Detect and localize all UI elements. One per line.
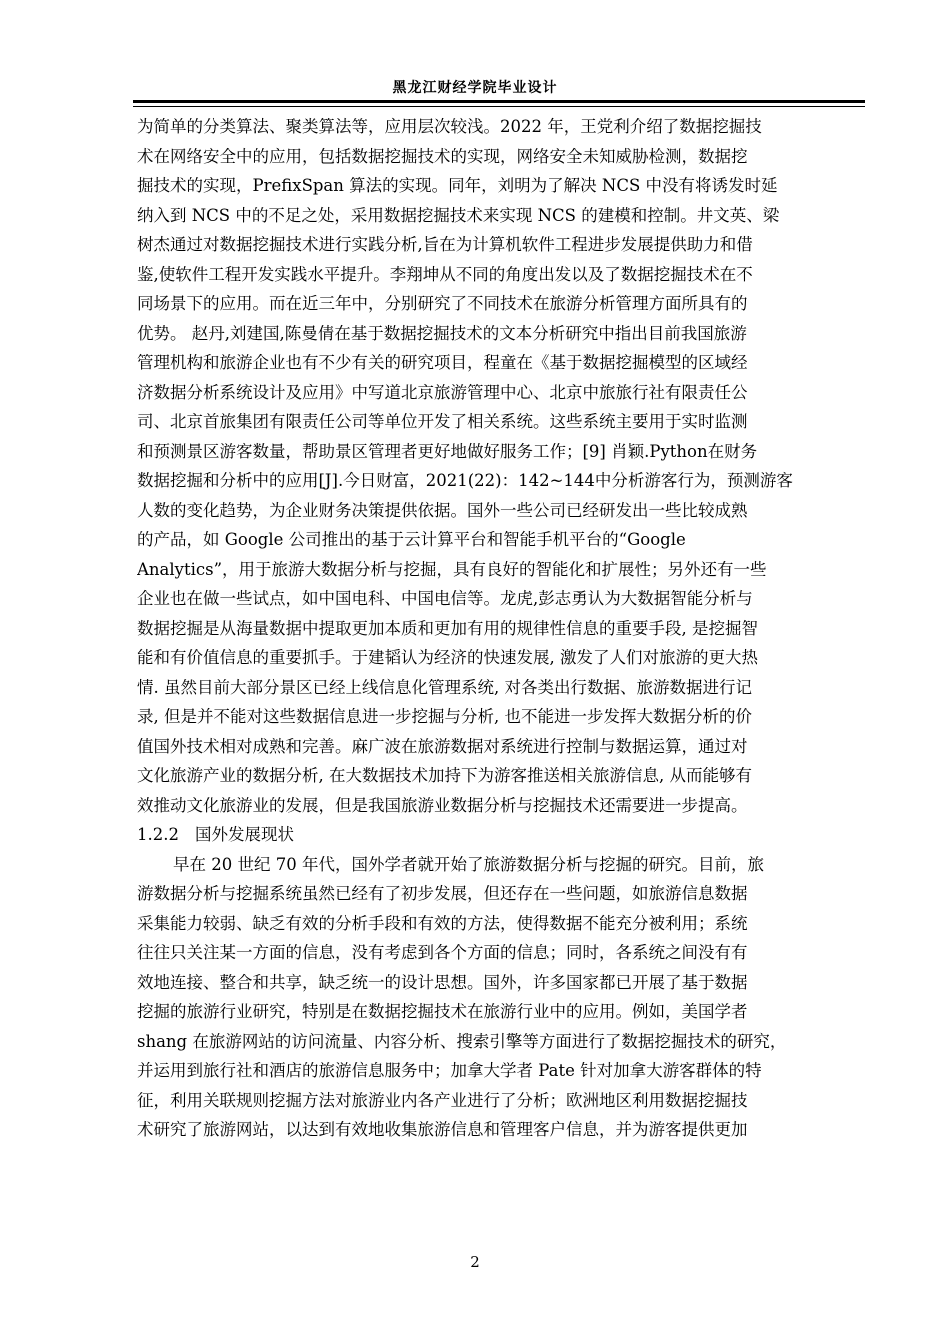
- text-line: 树杰通过对数据挖掘技术进行实践分析,旨在为计算机软件工程进步发展提供助力和借: [137, 235, 753, 254]
- section-heading: [137, 820, 853, 850]
- text-line: 采集能力较弱、缺乏有效的分析手段和有效的方法，使得数据不能充分被利用；系统: [137, 913, 748, 933]
- text-line: 征，利用关联规则挖掘方法对旅游业内各产业进行了分析；欧洲地区利用数据挖掘技: [137, 1090, 748, 1110]
- text-line: 掘技术的实现，PrefixSpan 算法的实现。同年，刘明为了解决 NCS 中没有将诱发时延: [137, 176, 778, 195]
- text-line: 人数的变化趋势，为企业财务决策提供依据。国外一些公司已经研发出一些比较成熟: [137, 500, 748, 520]
- text-line: 数据挖掘是从海量数据中提取更加本质和更加有用的规律性信息的重要手段, 是挖掘智: [137, 618, 758, 638]
- text-line: 司、北京首旅集团有限责任公司等单位开发了相关系统。这些系统主要用于实时监测: [137, 412, 748, 431]
- paragraph-2: [137, 850, 853, 1145]
- text-line: 往往只关注某一方面的信息，没有考虑到各个方面的信息；同时，各系统之间没有有: [137, 943, 748, 962]
- text-line: 文化旅游产业的数据分析, 在大数据技术加持下为游客推送相关旅游信息, 从而能够有: [137, 766, 752, 785]
- page-header-title: 黑龙江财经学院毕业设计: [392, 80, 558, 96]
- text-line: 术研究了旅游网站，以达到有效地收集旅游信息和管理客户信息，并为游客提供更加: [137, 1120, 748, 1139]
- text-line: 效推动文化旅游业的发展，但是我国旅游业数据分析与挖掘技术还需要进一步提高。: [137, 795, 748, 815]
- text-line: 数据挖掘和分析中的应用[J].今日财富，2021(22)：142~144中分析游客行为，预测游客: [137, 471, 793, 490]
- text-line: 挖掘的旅游行业研究，特别是在数据挖掘技术在旅游行业中的应用。例如，美国学者: [137, 1002, 748, 1021]
- body-text: [137, 112, 853, 1145]
- text-line: 录, 但是并不能对这些数据信息进一步挖掘与分析, 也不能进一步发挥大数据分析的价: [137, 707, 752, 726]
- text-line: 同场景下的应用。而在近三年中，分别研究了不同技术在旅游分析管理方面所具有的: [137, 294, 748, 313]
- text-line: 值国外技术相对成熟和完善。麻广波在旅游数据对系统进行控制与数据运算，通过对: [137, 736, 748, 756]
- text-line: 管理机构和旅游企业也有不少有关的研究项目，程童在《基于数据挖掘模型的区域经: [137, 353, 748, 372]
- text-line: 游数据分析与挖掘系统虽然已经有了初步发展，但还存在一些问题，如旅游信息数据: [137, 884, 748, 903]
- paragraph-1: [137, 112, 853, 820]
- section-number: 1.2.2: [137, 825, 179, 844]
- text-line: 鉴,使软件工程开发实践水平提升。李翔坤从不同的角度出发以及了数据挖掘技术在不: [137, 264, 753, 284]
- text-line: 的产品，如 Google 公司推出的基于云计算平台和智能手机平台的“Google: [137, 530, 686, 549]
- text-line: Analytics”，用于旅游大数据分析与挖掘，具有良好的智能化和扩展性；另外还有一些: [137, 559, 767, 579]
- text-line: 术在网络安全中的应用，包括数据挖掘技术的实现，网络安全未知威胁检测，数据挖: [137, 146, 748, 166]
- header-rule-thin: [133, 106, 865, 107]
- text-line: 优势。 赵丹,刘建国,陈曼倩在基于数据挖掘技术的文本分析研究中指出目前我国旅游: [137, 323, 747, 343]
- header-rule-thick: [133, 100, 865, 103]
- text-line: 能和有价值信息的重要抓手。于建韬认为经济的快速发展, 激发了人们对旅游的更大热: [137, 648, 758, 667]
- text-line: 情. 虽然目前大部分景区已经上线信息化管理系统, 对各类出行数据、旅游数据进行记: [137, 677, 752, 697]
- section-title: 国外发展现状: [195, 825, 294, 844]
- text-line: 和预测景区游客数量，帮助景区管理者更好地做好服务工作；[9] 肖颖.Python在财务: [137, 441, 758, 461]
- text-line: 并运用到旅行社和酒店的旅游信息服务中；加拿大学者 Pate 针对加拿大游客群体的特: [137, 1061, 762, 1080]
- text-line: 纳入到 NCS 中的不足之处，采用数据挖掘技术来实现 NCS 的建模和控制。井文英、梁: [137, 205, 780, 225]
- text-line: 企业也在做一些试点，如中国电科、中国电信等。龙虎,彭志勇认为大数据智能分析与: [137, 589, 753, 608]
- text-line: 早在 20 世纪 70 年代，国外学者就开始了旅游数据分析与挖掘的研究。目前，旅: [173, 854, 764, 874]
- page-number: 2: [470, 1253, 480, 1271]
- text-line: 效地连接、整合和共享，缺乏统一的设计思想。国外，许多国家都已开展了基于数据: [137, 972, 748, 992]
- text-line: 为简单的分类算法、聚类算法等，应用层次较浅。2022 年，王党利介绍了数据挖掘技: [137, 117, 762, 136]
- text-line: shang 在旅游网站的访问流量、内容分析、搜索引擎等方面进行了数据挖掘技术的研究，: [137, 1031, 787, 1051]
- text-line: 济数据分析系统设计及应用》中写道北京旅游管理中心、北京中旅旅行社有限责任公: [137, 382, 748, 402]
